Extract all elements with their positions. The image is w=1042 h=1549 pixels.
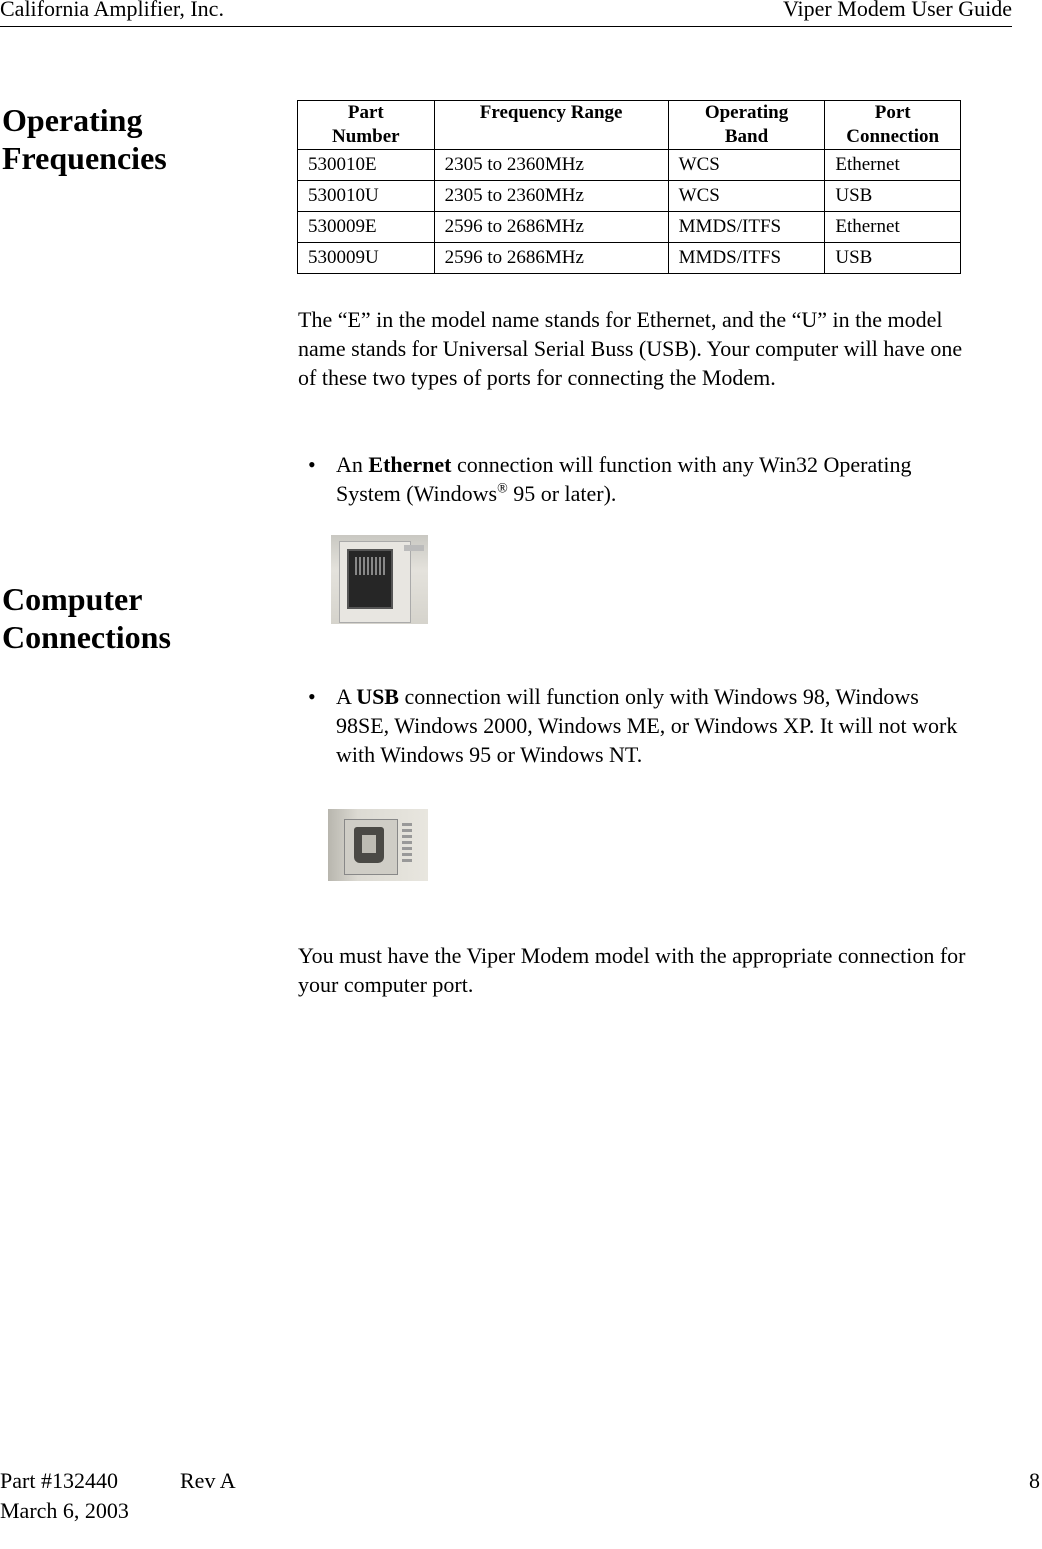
closing-paragraph: You must have the Viper Modem model with the appropriate connection for your computer port. <box>298 943 966 997</box>
cell-frequency: 2305 to 2360MHz <box>434 181 668 212</box>
heading-line: Frequencies <box>2 140 167 176</box>
registered-mark: ® <box>497 481 508 497</box>
cell-port: Ethernet <box>825 212 961 243</box>
footer-part-number: Part #132440 <box>0 1468 118 1493</box>
footer-date: March 6, 2003 <box>0 1498 129 1523</box>
footer-revision: Rev A <box>180 1468 236 1493</box>
page-header <box>0 0 1012 27</box>
usb-port-photo <box>328 809 428 881</box>
ethernet-bullet <box>298 450 978 510</box>
bullet-icon: • <box>308 452 316 477</box>
cell-port: USB <box>825 181 961 212</box>
usb-bullet-text: A USB connection will function only with Windows 98, Windows 98SE, Windows 2000, Windows ME, or Windows XP. It will not work with Windows 95 or Windows NT. <box>336 684 958 767</box>
heading-line: Operating <box>2 102 143 138</box>
intro-paragraph: The “E” in the model name stands for Ethernet, and the “U” in the model name stands for Universal Serial Buss (USB). Your computer will have one of these two types of ports for connecting the Modem. <box>298 307 963 390</box>
ethernet-port-photo <box>331 535 428 624</box>
heading-computer-connections <box>2 580 171 656</box>
ethernet-bullet-text: An Ethernet connection will function with any Win32 Operating System (Windows® 95 or later). <box>336 452 912 506</box>
header-frequency-range: Frequency Range <box>434 101 668 150</box>
cell-band: WCS <box>668 150 825 181</box>
bullet-icon: • <box>308 684 316 709</box>
table-row <box>298 212 961 243</box>
usb-bullet <box>298 682 978 772</box>
table-row <box>298 243 961 274</box>
cell-port: Ethernet <box>825 150 961 181</box>
header-operating-band: Operating Band <box>668 101 825 150</box>
cell-port: USB <box>825 243 961 274</box>
cell-frequency: 2596 to 2686MHz <box>434 243 668 274</box>
heading-line: Connections <box>2 619 171 655</box>
cell-frequency: 2305 to 2360MHz <box>434 150 668 181</box>
cell-band: MMDS/ITFS <box>668 212 825 243</box>
table-row <box>298 150 961 181</box>
ethernet-term: Ethernet <box>368 452 452 477</box>
cell-band: MMDS/ITFS <box>668 243 825 274</box>
cell-frequency: 2596 to 2686MHz <box>434 212 668 243</box>
usb-term: USB <box>356 684 399 709</box>
header-part-number: Part Number <box>298 101 435 150</box>
cell-band: WCS <box>668 181 825 212</box>
table-row <box>298 181 961 212</box>
cell-part: 530010U <box>298 181 435 212</box>
cell-part: 530009U <box>298 243 435 274</box>
cell-part: 530009E <box>298 212 435 243</box>
heading-operating-frequencies <box>2 101 167 177</box>
header-port-connection: Port Connection <box>825 101 961 150</box>
header-title: Viper Modem User Guide <box>782 0 1012 21</box>
header-company: California Amplifier, Inc. <box>0 0 224 21</box>
heading-line: Computer <box>2 581 143 617</box>
table-header-row <box>298 101 961 150</box>
cell-part: 530010E <box>298 150 435 181</box>
frequency-table <box>297 100 961 274</box>
page-number: 8 <box>1029 1468 1040 1493</box>
